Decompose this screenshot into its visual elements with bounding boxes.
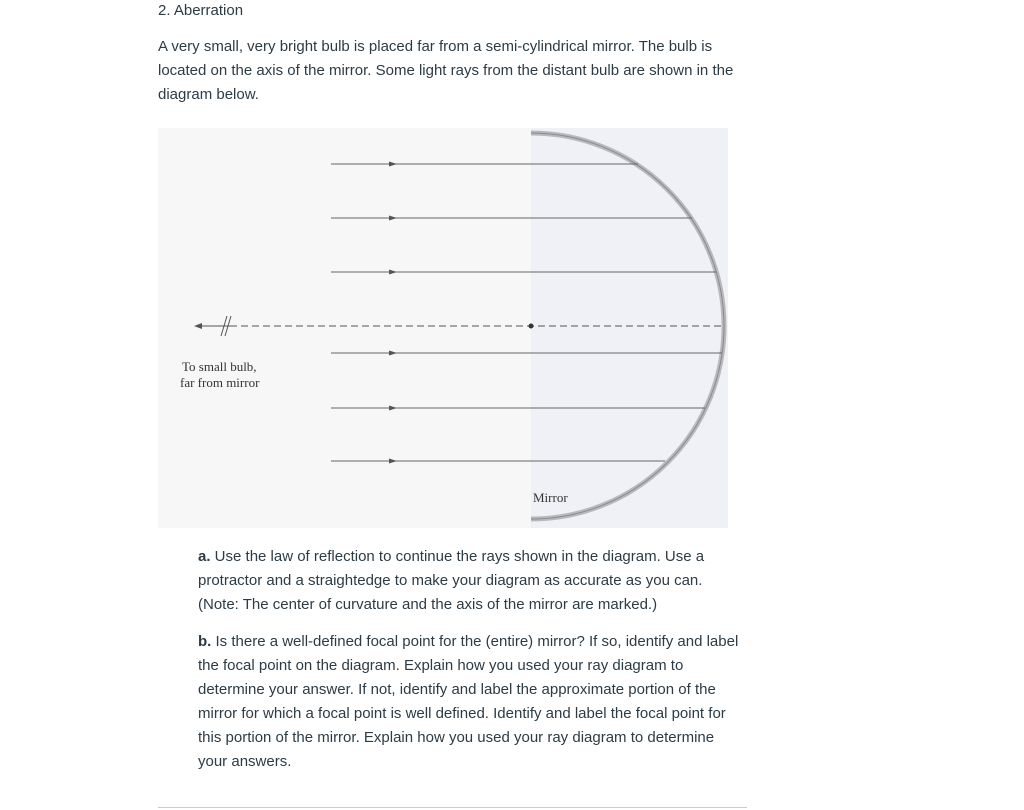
center-of-curvature — [529, 324, 534, 329]
problem-intro: A very small, very bright bulb is placed far from a semi-cylindrical mirror. The bulb is located on the axis of the mirror. Some light rays from the distant bulb are shown in the diagram below. — [158, 38, 734, 103]
bulb-label-line1: To small bulb, — [182, 359, 257, 374]
ray-diagram — [158, 128, 728, 528]
question-b — [198, 630, 746, 774]
ray-diagram-svg — [158, 128, 728, 528]
question-a — [198, 545, 746, 617]
mirror-label: Mirror — [533, 490, 568, 505]
bulb-label-line2: far from mirror — [180, 375, 260, 390]
problem-heading: 2. Aberration — [158, 2, 244, 19]
bottom-divider — [158, 807, 747, 808]
question-a-label: a. — [198, 548, 211, 565]
question-a-text: Use the law of reflection to continue the rays shown in the diagram. Use a protractor and a straightedge to make your diagram as accurate as you can. (Note: The center of curvature and the axis of the mirror are marked.) — [198, 548, 705, 613]
question-b-label: b. — [198, 633, 212, 650]
mirror-interior-shade — [531, 128, 728, 528]
question-b-text: Is there a well-defined focal point for the (entire) mirror? If so, identify and label the focal point on the diagram. Explain how you used your ray diagram to determine your answer. If not, identify and label the approximate portion of the mirror for which a focal point is well defined. Identify and label the focal point for this portion of the mirror. Explain how you used your ray diagram to determine your answers. — [198, 633, 739, 770]
